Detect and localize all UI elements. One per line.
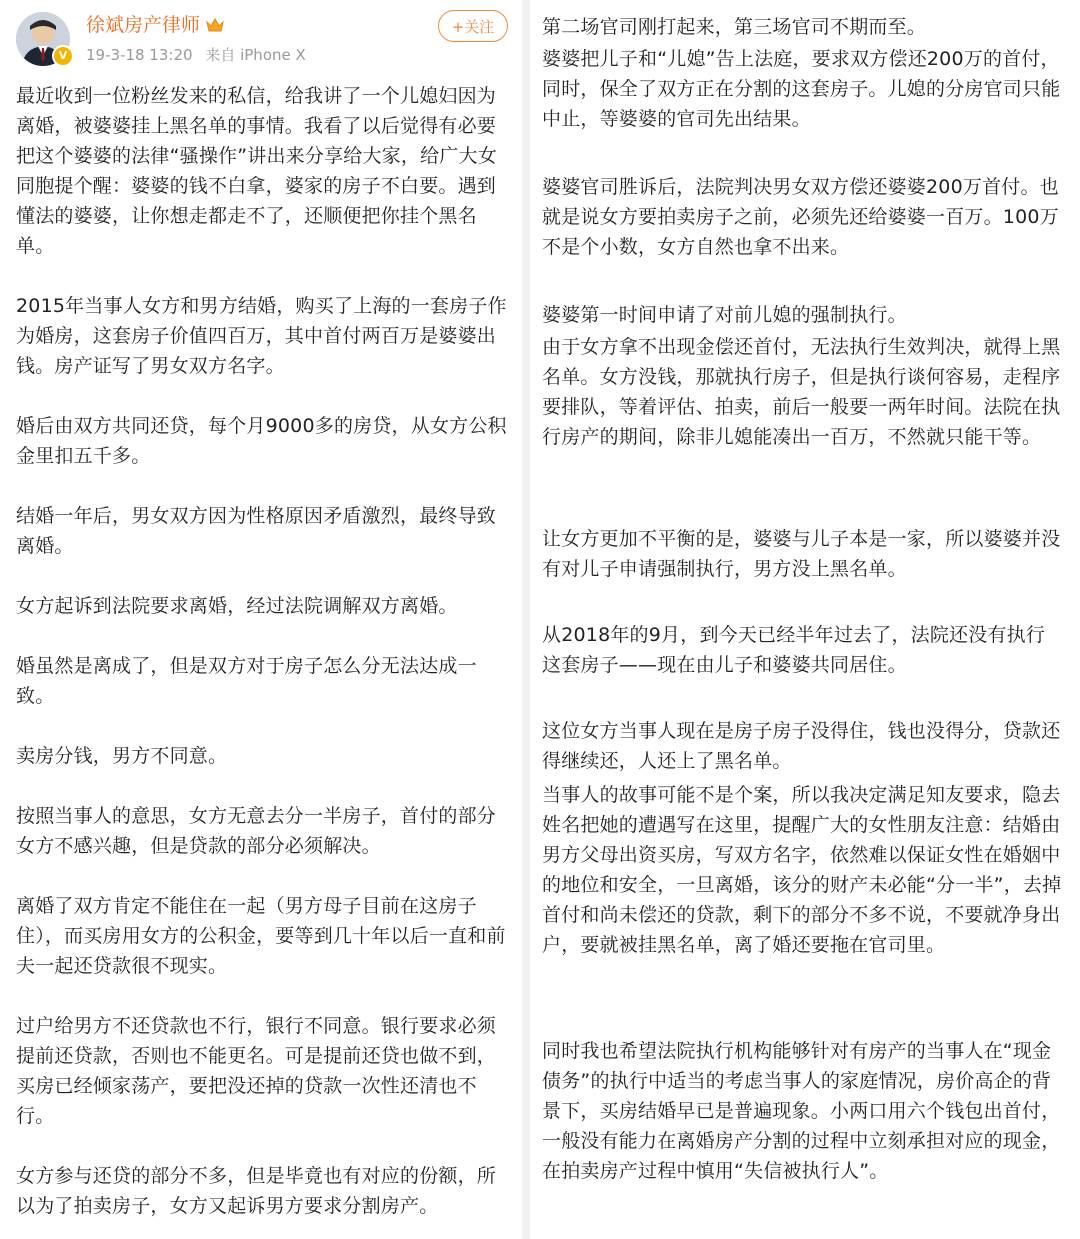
- paragraph: 让女方更加不平衡的是，婆婆与儿子本是一家，所以婆婆并没有对儿子申请强制执行，男方没上黑名单。: [542, 528, 1061, 580]
- left-column: [0, 0, 522, 1239]
- paragraph: 当事人的故事可能不是个案，所以我决定满足知友要求，隐去姓名把她的遭遇写在这里，提醒广大的女性朋友注意：结婚由男方父母出资买房，写双方名字，依然难以保证女性在婚姻中的地位和安全，一旦离婚，该分的财产未必能“分一半”，去掉首付和尚未偿还的贷款，剩下的部分不多不说，不要就净身出户，要就被挂黑名单，离了婚还要拖在官司里。: [542, 784, 1062, 956]
- paragraph: 女方起诉到法院要求离婚，经过法院调解双方离婚。: [16, 595, 458, 617]
- paragraph: 由于女方拿不出现金偿还首付，无法执行生效判决，就得上黑名单。女方没钱，那就执行房子，但是执行谈何容易，走程序要排队，等着评估、拍卖，前后一般要一两年时间。法院在执行房产的期间，除非儿媳能凑出一百万，不然就只能干等。: [542, 336, 1061, 448]
- paragraph: 2015年当事人女方和男方结婚，购买了上海的一套房子作为婚房，这套房子价值四百万，其中首付两百万是婆婆出钱。房产证写了男女双方名字。: [16, 295, 507, 377]
- post-meta: [86, 44, 306, 65]
- paragraph: 第二场官司刚打起来，第三场官司不期而至。: [542, 16, 927, 38]
- paragraph: 最近收到一位粉丝发来的私信，给我讲了一个儿媳妇因为离婚，被婆婆挂上黑名单的事情。我看了以后觉得有必要把这个婆婆的法律“骚操作”讲出来分享给大家，给广大女同胞提个醒：婆婆的钱不白拿，婆家的房子不白要。遇到懂法的婆婆，让你想走都走不了，还顺便把你挂个黑名单。: [16, 85, 497, 257]
- column-divider: [522, 0, 530, 1239]
- username[interactable]: [86, 10, 224, 37]
- paragraph: 离婚了双方肯定不能住在一起（男方母子目前在这房子住），而买房用女方的公积金，要等到几十年以后一直和前夫一起还贷款很不现实。: [16, 895, 506, 977]
- username-text[interactable]: 徐斌房产律师: [86, 14, 201, 36]
- paragraph: 按照当事人的意思，女方无意去分一半房子，首付的部分女方不感兴趣，但是贷款的部分必须解决。: [16, 805, 497, 857]
- follow-button[interactable]: +关注: [438, 10, 508, 42]
- paragraph: 婆婆官司胜诉后，法院判决男女双方偿还婆婆200万首付。也就是说女方要拍卖房子之前，必须先还给婆婆一百万。100万不是个小数，女方自然也拿不出来。: [542, 176, 1059, 258]
- post-header: [0, 0, 522, 70]
- right-column: [530, 0, 1075, 1239]
- paragraph: 婚后由双方共同还贷，每个月9000多的房贷，从女方公积金里扣五千多。: [16, 415, 507, 467]
- post-timestamp: 19-3-18 13:20: [86, 46, 193, 64]
- paragraph: 这位女方当事人现在是房子房子没得住，钱也没得分，贷款还得继续还，人还上了黑名单。: [542, 720, 1061, 772]
- paragraph: 婆婆第一时间申请了对前儿媳的强制执行。: [542, 304, 907, 326]
- paragraph: 婚虽然是离成了，但是双方对于房子怎么分无法达成一致。: [16, 655, 477, 707]
- paragraph: 从2018年的9月，到今天已经半年过去了，法院还没有执行这套房子——现在由儿子和婆婆共同居住。: [542, 624, 1046, 676]
- paragraph: 同时我也希望法院执行机构能够针对有房产的当事人在“现金债务”的执行中适当的考虑当事人的家庭情况，房价高企的背景下，买房结婚早已是普遍现象。小两口用六个钱包出首付，一般没有能力在离婚房产分割的过程中立刻承担对应的现金，在拍卖房产过程中慎用“失信被执行人”。: [542, 1040, 1061, 1182]
- paragraph: 过户给男方不还贷款也不行，银行不同意。银行要求必须提前还贷款，否则也不能更名。可是提前还贷也做不到，买房已经倾家荡产，要把没还掉的贷款一次性还清也不行。: [16, 1015, 497, 1127]
- paragraph: 婆婆把儿子和“儿媳”告上法庭，要求双方偿还200万的首付，同时，保全了双方正在分割的这套房子。儿媳的分房官司只能中止，等婆婆的官司先出结果。: [542, 48, 1061, 130]
- verified-badge-icon: V: [52, 45, 74, 67]
- paragraph: 卖房分钱，男方不同意。: [16, 745, 228, 767]
- post-source: 来自 iPhone X: [205, 46, 306, 64]
- crown-icon: [206, 18, 224, 32]
- paragraph: 结婚一年后，男女双方因为性格原因矛盾激烈，最终导致离婚。: [16, 505, 497, 557]
- paragraph: 女方参与还贷的部分不多，但是毕竟也有对应的份额，所以为了拍卖房子，女方又起诉男方要求分割房产。: [16, 1165, 497, 1217]
